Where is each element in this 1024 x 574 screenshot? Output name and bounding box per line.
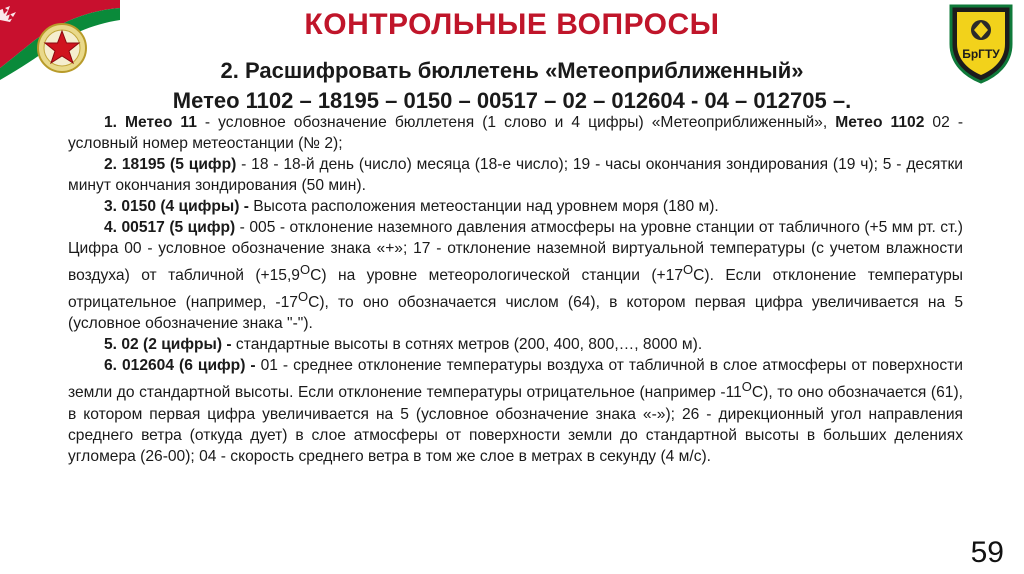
degree-superscript: O <box>683 262 694 277</box>
degree-superscript: O <box>299 262 311 277</box>
page-number: 59 <box>970 536 1004 569</box>
paragraph-lead: 6. 012604 (6 цифр) - <box>104 357 256 375</box>
logo-text: БрГТУ <box>962 47 1000 61</box>
slide-subtitle: 2. Расшифровать бюллетень «Метеоприближенный» <box>220 58 804 83</box>
paragraph-text: С) на уровне метеорологической станции (+17 <box>310 267 684 285</box>
paragraph-text: Высота расположения метеостанции над уровнем моря (180 м). <box>248 198 719 215</box>
degree-superscript: O <box>741 379 752 395</box>
paragraph-lead: 3. 0150 (4 цифры) - <box>104 198 249 215</box>
paragraph-text: 01 - среднее отклонение температуры воздуха от табличной в слое атмосферы от поверхности земли до стандартной высоты. Если отклонение температуры отрицательное (например -11 <box>68 357 963 402</box>
paragraph-text: стандартные высоты в сотнях метров (200, 400, 800,…, 8000 м). <box>231 336 703 354</box>
degree-superscript: O <box>297 289 309 305</box>
paragraph-lead-secondary: Метео 1102 <box>835 114 925 131</box>
paragraph-5 <box>68 334 963 355</box>
paragraph-text: - 005 - отклонение наземного давления атмосферы на уровне станции от табличного (+5 мм рт. ст.) Цифра 00 - условное обозначение знака «+»; 17 - отклонение наземной виртуальной температуры (с учетом влажности воздуха) от табличной (+15,9 <box>68 219 964 285</box>
paragraph-text: - 18 - 18-й день (число) месяца (18-е число); 19 - часы окончания зондирования (19 ч); 5 - десятки минут окончания зондирования (50 мин). <box>68 156 964 194</box>
paragraph-lead: 2. 18195 (5 цифр) <box>104 156 237 173</box>
paragraph-text: С), то оно обозначается числом (64), в котором первая цифра увеличивается на 5 (условное обозначение знака "-"). <box>68 294 963 333</box>
paragraph-text: - условное обозначение бюллетеня (1 слово и 4 цифры) «Метеоприближенный», <box>196 114 836 131</box>
paragraph-lead: 5. 02 (2 цифры) - <box>104 336 232 354</box>
meteo-code-line: Метео 1102 – 18195 – 0150 – 00517 – 02 – 012604 - 04 – 012705 –. <box>172 88 852 113</box>
paragraph-text: С). Если отклонение температуры отрицательное (например, -17 <box>68 267 964 312</box>
paragraph-2 <box>68 154 963 196</box>
paragraph-lead: 4. 00517 (5 цифр) <box>104 219 236 236</box>
paragraph-6 <box>68 355 963 466</box>
paragraph-lead: 1. Метео 11 <box>104 114 197 131</box>
paragraph-text: 02 - условный номер метеостанции (№ 2); <box>68 114 964 152</box>
paragraph-1 <box>68 112 963 154</box>
paragraph-text: С), то оно обозначается (61), в котором первая цифра увеличивается на 5 (условное обозначение знака «-»); 26 - дирекционный угол направления среднего ветра (откуда дует) в слое атмосферы от поверхности земли до стандартной высоты в больших делениях угломера (26-00); 04 - скорость среднего ветра в том же слое в метрах в секунду (4 м/с). <box>68 384 963 465</box>
slide-title: КОНТРОЛЬНЫЕ ВОПРОСЫ <box>304 8 720 41</box>
slide-content <box>68 112 963 467</box>
paragraph-4 <box>68 217 963 334</box>
paragraph-3 <box>68 196 963 217</box>
